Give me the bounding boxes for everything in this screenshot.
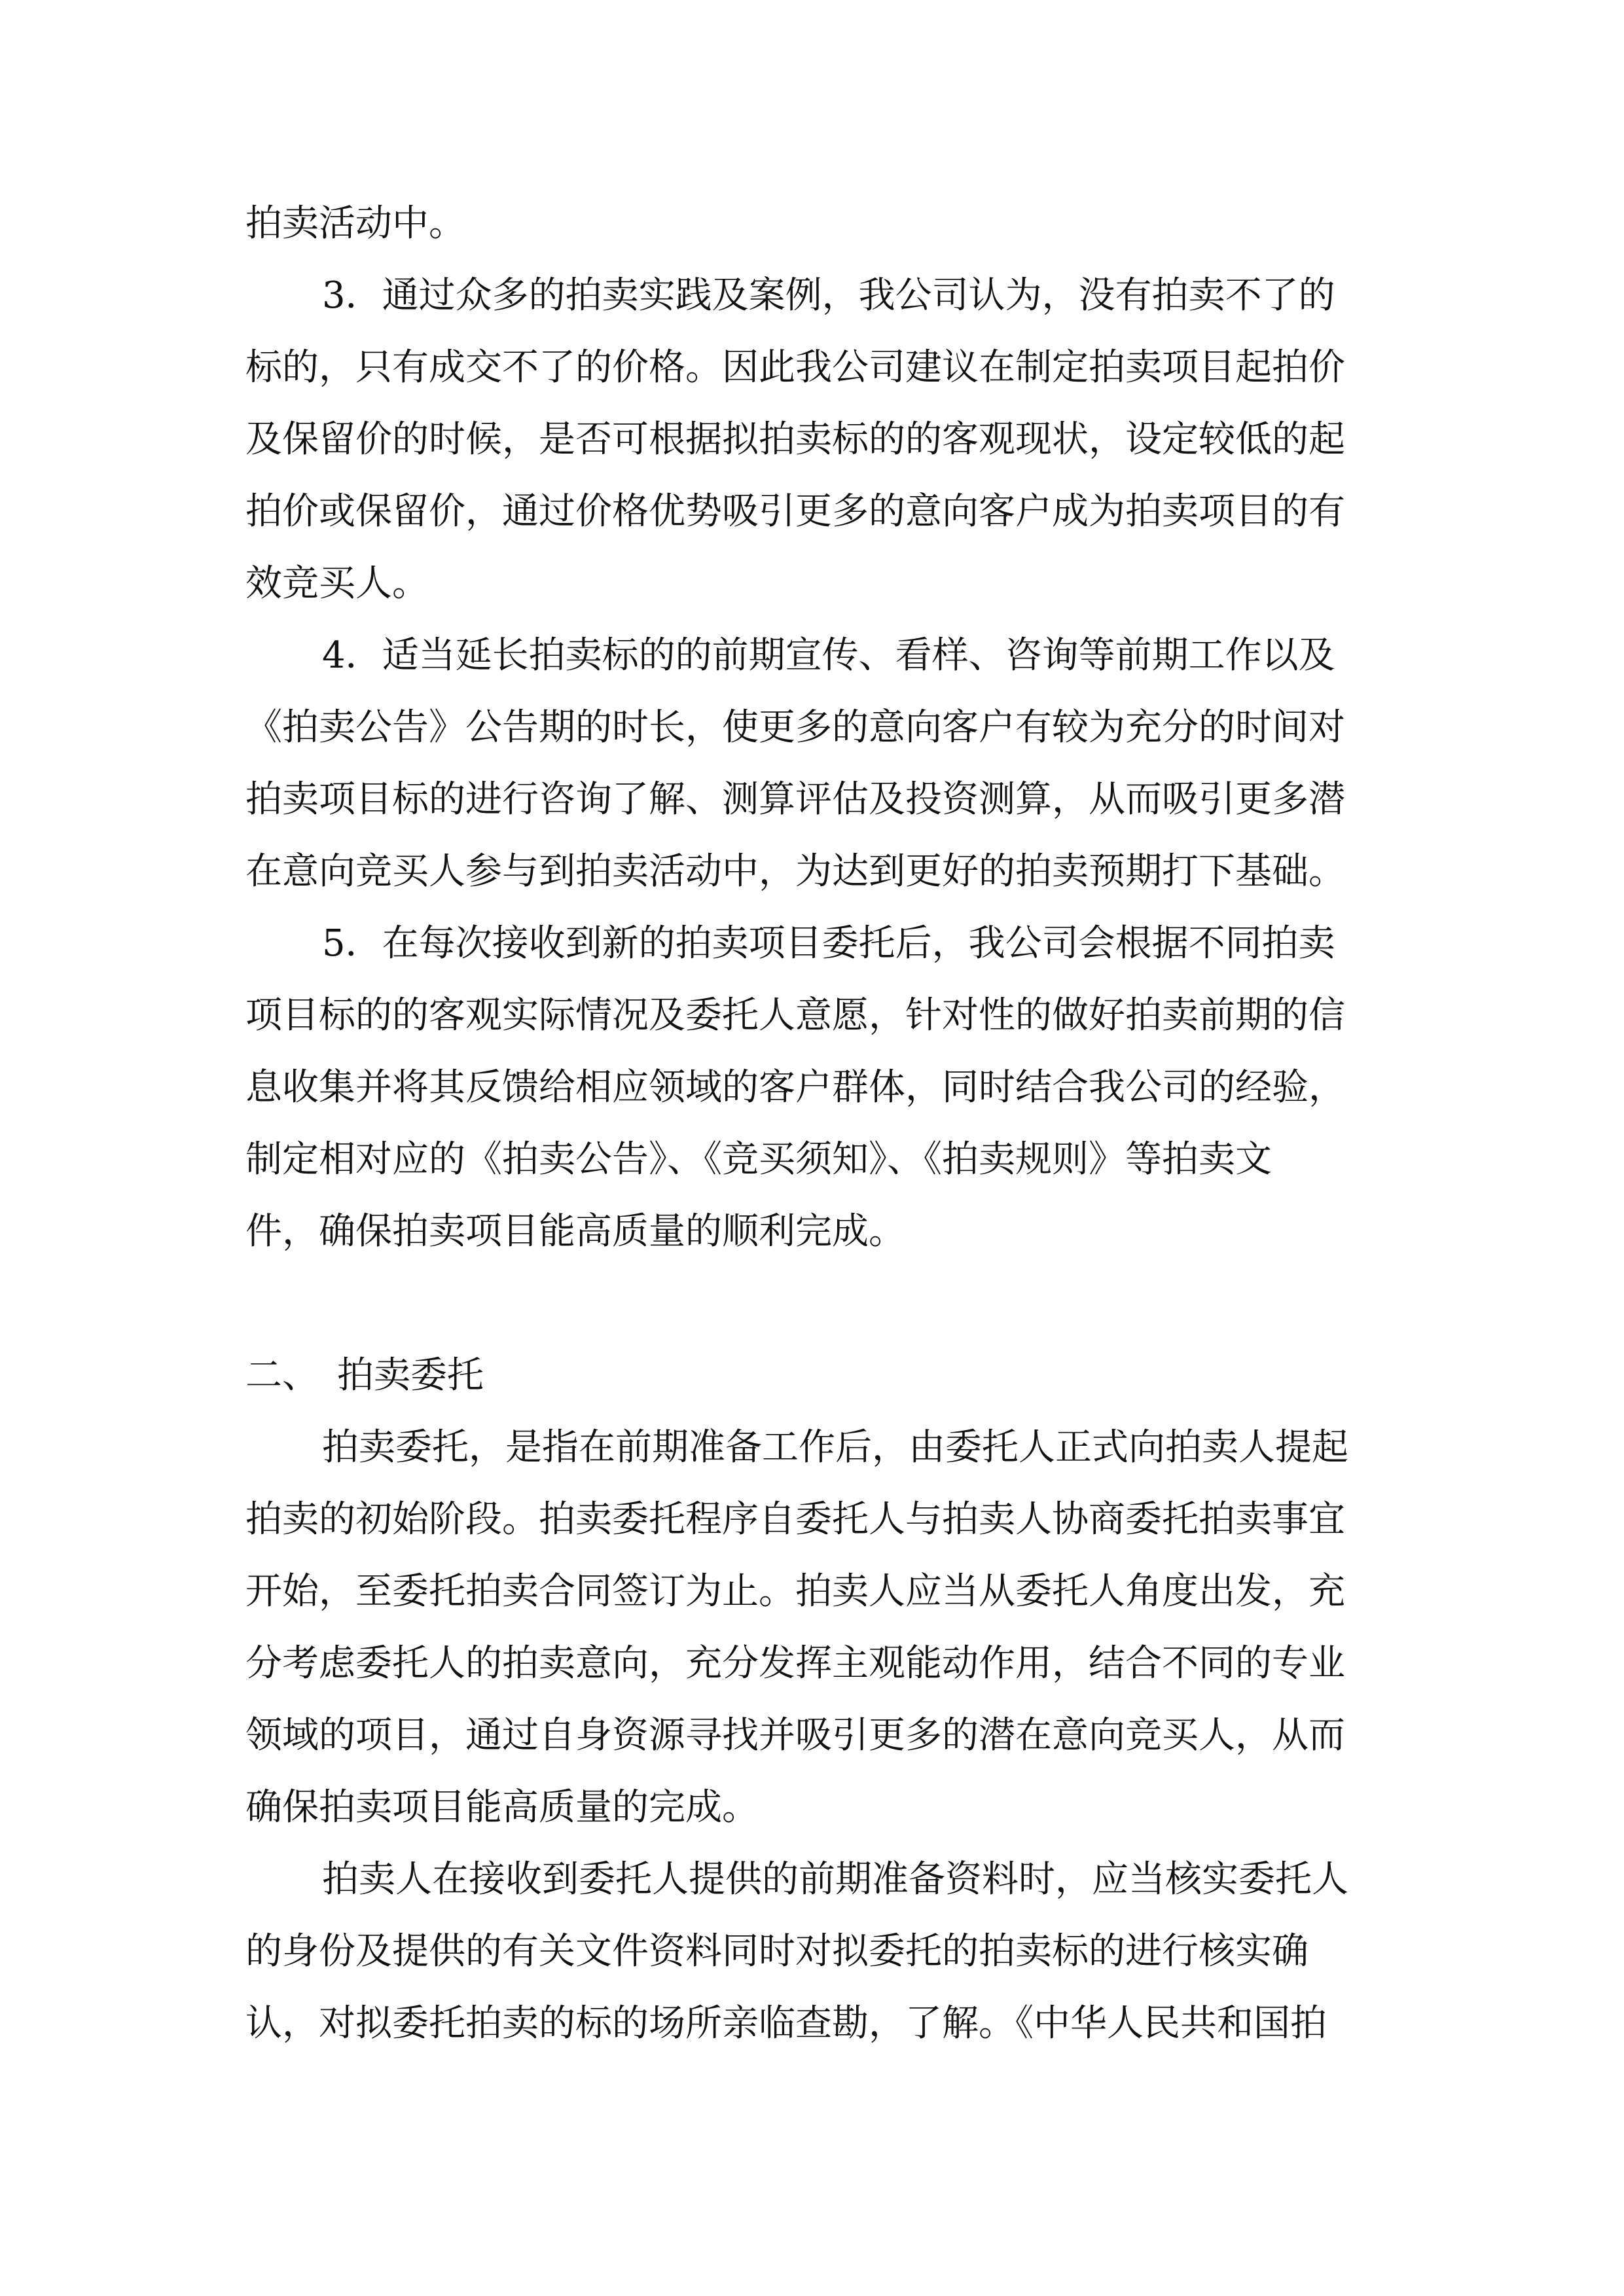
text-line: 在意向竞买人参与到拍卖活动中，为达到更好的拍卖预期打下基础。: [245, 850, 1345, 893]
text-line: 标的，只有成交不了的价格。因此我公司建议在制定拍卖项目起拍价: [245, 346, 1345, 389]
section-heading: 二、 拍卖委托: [245, 1354, 484, 1397]
text-line: 制定相对应的《拍卖公告》、《竞买须知》、《拍卖规则》等拍卖文: [245, 1138, 1272, 1181]
text-line: 分考虑委托人的拍卖意向，充分发挥主观能动作用，结合不同的专业: [245, 1642, 1345, 1685]
text-line: 拍卖活动中。: [245, 202, 465, 245]
text-line: 及保留价的时候，是否可根据拟拍卖标的的客观现状，设定较低的起: [245, 418, 1345, 461]
text-line: 效竞买人。: [245, 562, 429, 605]
text-line: 《拍卖公告》公告期的时长，使更多的意向客户有较为充分的时间对: [245, 706, 1345, 749]
text-line: 项目标的的客观实际情况及委托人意愿，针对性的做好拍卖前期的信: [245, 994, 1345, 1037]
text-line: 4．适当延长拍卖标的的前期宣传、看样、咨询等前期工作以及: [322, 634, 1335, 677]
text-line: 拍卖委托，是指在前期准备工作后，由委托人正式向拍卖人提起: [322, 1426, 1348, 1469]
text-line: 认，对拟委托拍卖的标的场所亲临查勘，了解。《中华人民共和国拍: [245, 2002, 1327, 2045]
text-line: 的身份及提供的有关文件资料同时对拟委托的拍卖标的进行核实确: [245, 1930, 1308, 1973]
text-line: 件，确保拍卖项目能高质量的顺利完成。: [245, 1210, 905, 1253]
text-line: 息收集并将其反馈给相应领域的客户群体，同时结合我公司的经验，: [245, 1066, 1345, 1109]
text-line: 领域的项目，通过自身资源寻找并吸引更多的潜在意向竞买人，从而: [245, 1714, 1345, 1757]
text-line: 拍卖的初始阶段。拍卖委托程序自委托人与拍卖人协商委托拍卖事宜: [245, 1498, 1345, 1541]
text-line: 开始，至委托拍卖合同签订为止。拍卖人应当从委托人角度出发，充: [245, 1570, 1345, 1613]
text-line: 确保拍卖项目能高质量的完成。: [245, 1786, 759, 1829]
text-line: 5．在每次接收到新的拍卖项目委托后，我公司会根据不同拍卖: [322, 922, 1335, 965]
text-line: 拍价或保留价，通过价格优势吸引更多的意向客户成为拍卖项目的有: [245, 490, 1345, 533]
text-line: 拍卖项目标的进行咨询了解、测算评估及投资测算，从而吸引更多潜: [245, 778, 1345, 821]
text-line: 3．通过众多的拍卖实践及案例，我公司认为，没有拍卖不了的: [322, 274, 1335, 317]
text-line: 拍卖人在接收到委托人提供的前期准备资料时，应当核实委托人: [322, 1858, 1348, 1901]
